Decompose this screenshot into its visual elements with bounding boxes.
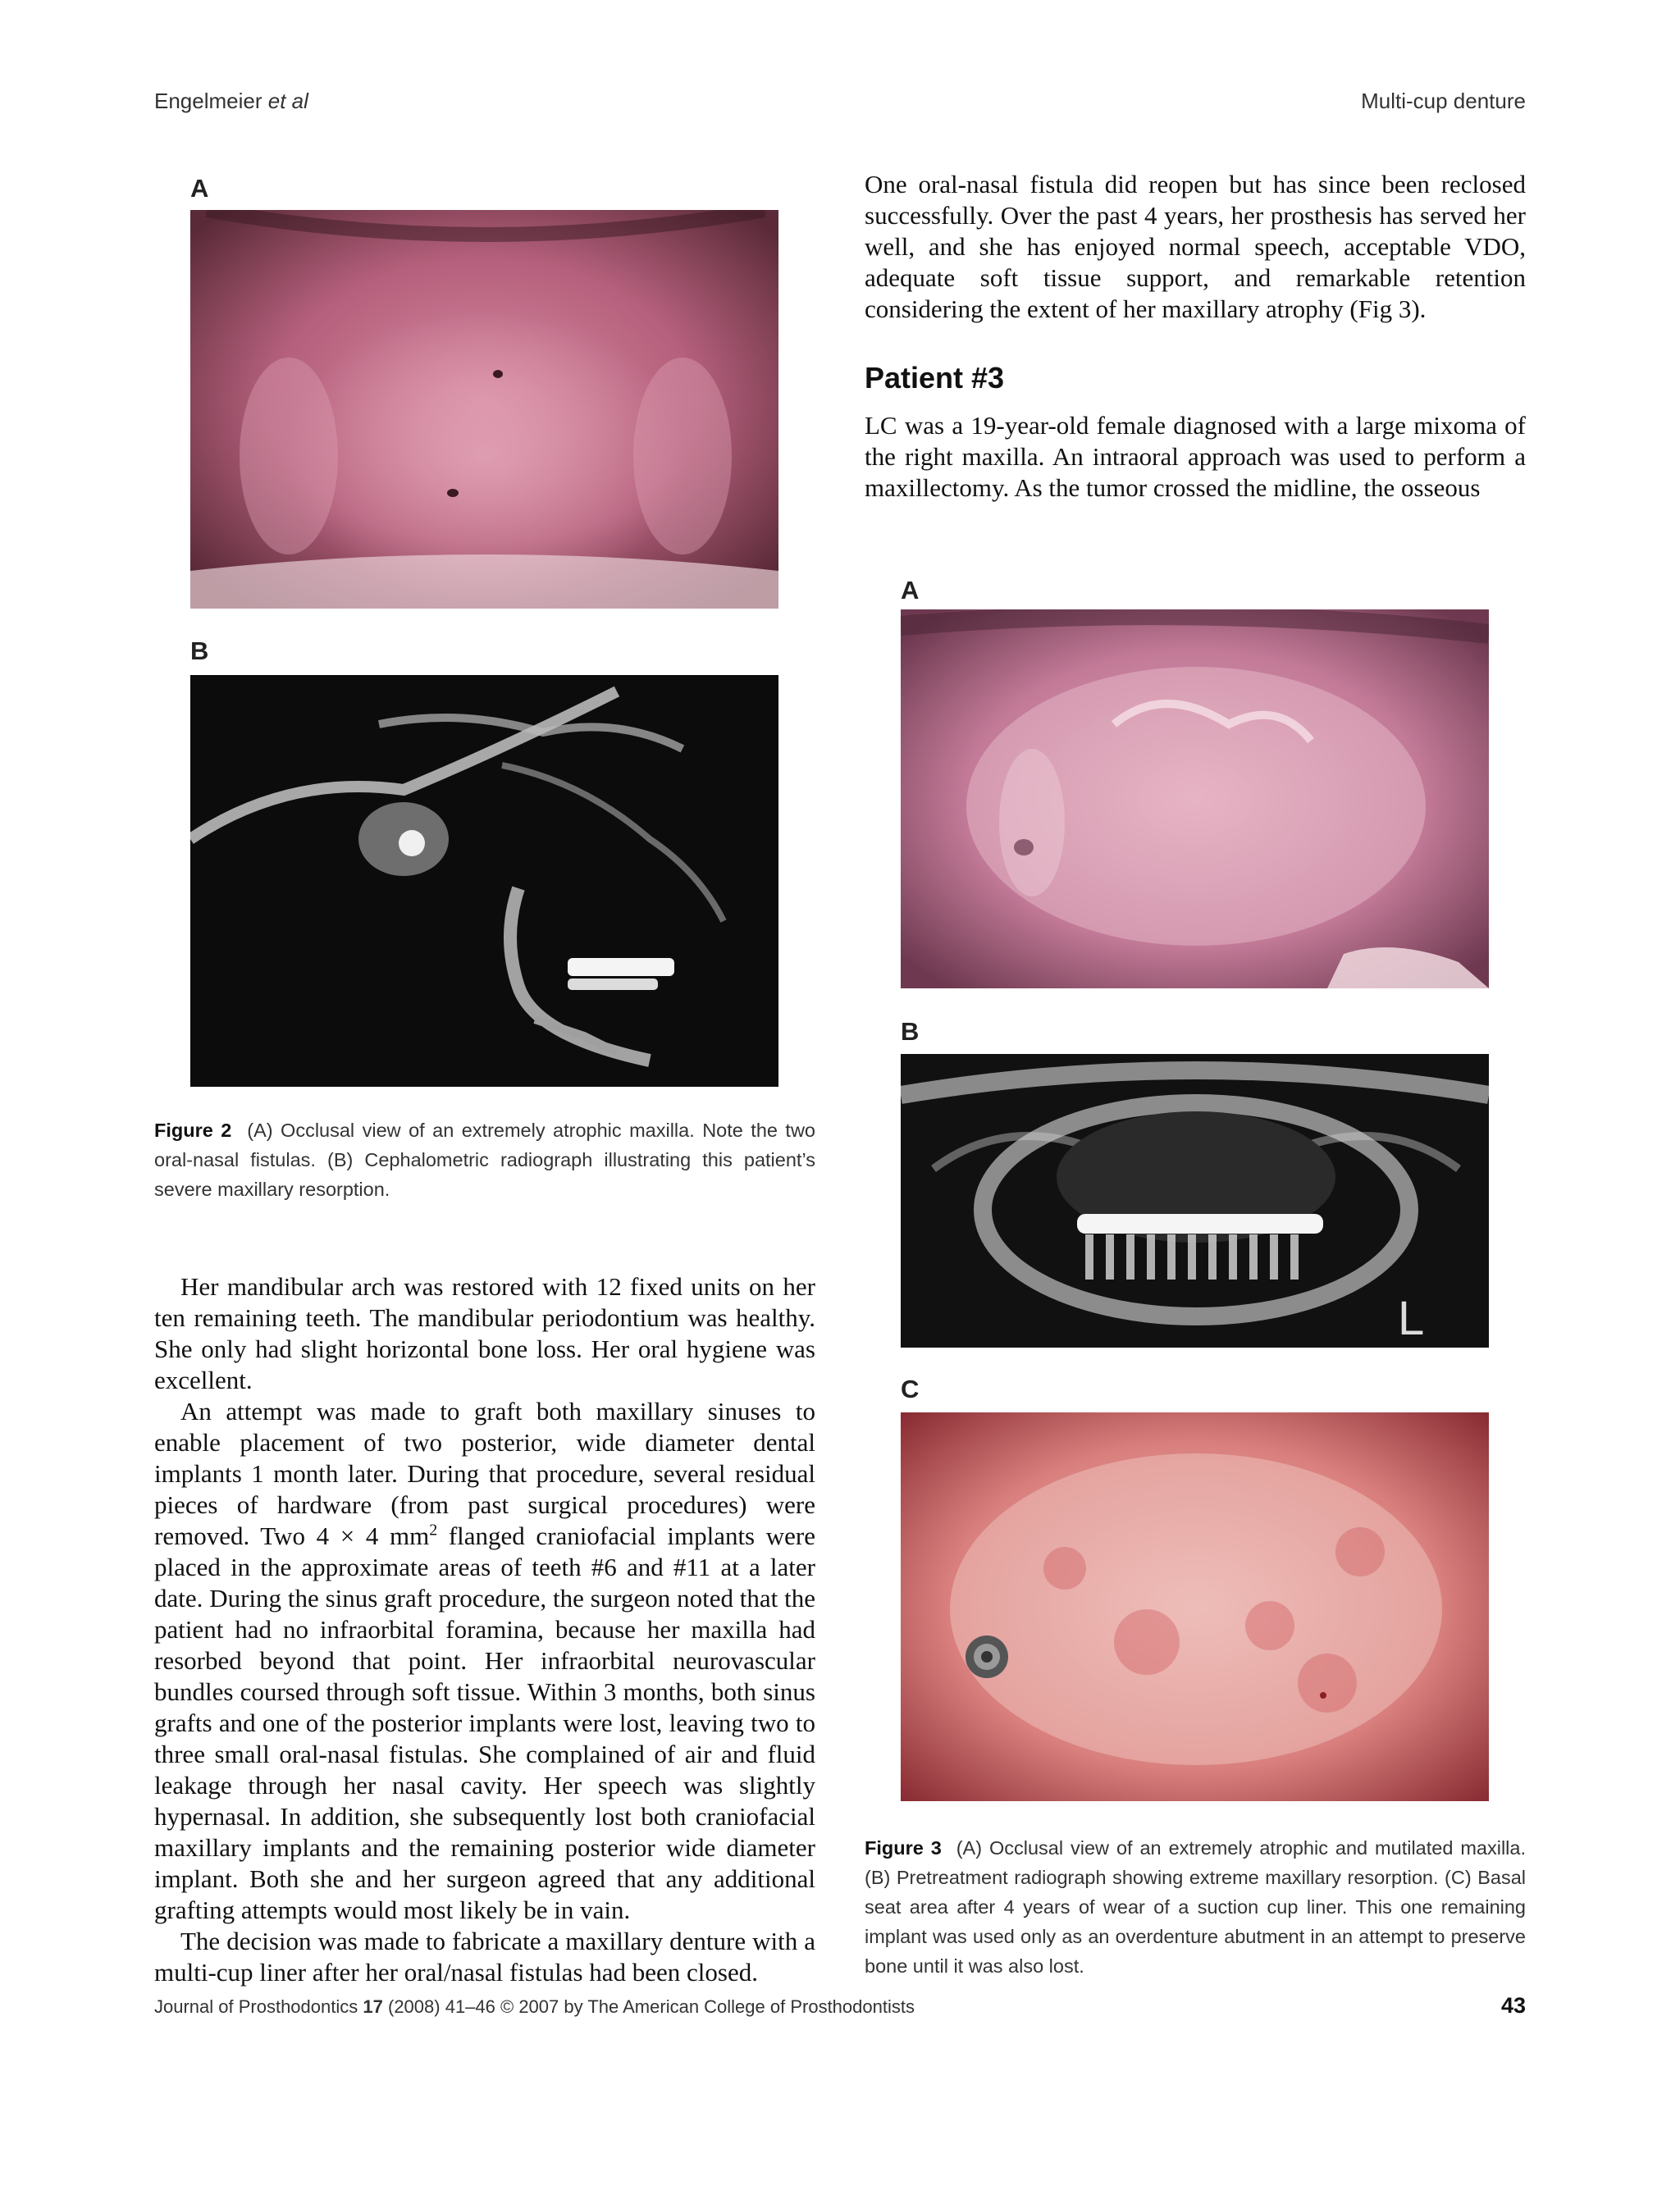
right-paragraph-1: One oral-nasal fistula did reopen but has since been reclosed successfully. Over the past 4 years, her prosthesis has served her well, and she has enjoyed normal speech, acceptable VDO, adequate soft tissue support, and remarkable retention considering the extent of her maxillary atrophy (Fig 3).	[865, 170, 1526, 323]
figure2-caption	[154, 1115, 815, 1204]
basal-seat-photo-illustration	[901, 1412, 1489, 1801]
footer-journal: Journal of Prosthodontics	[154, 1996, 358, 2017]
left-paragraph-2: An attempt was made to graft both maxillary sinuses to enable placement of two posterior, wide diameter dental implants 1 month later. During that procedure, several residual pieces of hardware (from past surgical procedures) were removed. Two 4 × 4 $mm^2$ flanged craniofacial implants were placed in the approximate areas of teeth #6 and #11 at a later date. During the sinus graft procedure, the surgeon noted that the patient had no infraorbital foramina, because her maxilla had resorbed beyond that point. Her infraorbital neurovascular bundles coursed through soft tissue. Within 3 months, both sinus grafts and one of the posterior implants were lost, leaving two to three small oral-nasal fistulas. She complained of air and fluid leakage through her nasal cavity. Her speech was slightly hypernasal. In addition, she subsequently lost both craniofacial maxillary implants and the remaining posterior wide diameter implant. Both she and her surgeon agreed that any additional grafting attempts would most likely be in vain.	[154, 1397, 815, 1924]
panoramic-radiograph-illustration	[901, 1054, 1489, 1348]
figure3-label-c: C	[901, 1375, 920, 1403]
figure3-caption	[865, 1833, 1526, 1981]
figure3-photo-c-basal-seat	[901, 1412, 1489, 1801]
section-heading-patient-3: Patient #3	[865, 361, 1005, 395]
figure3-photo-b-panoramic-radiograph	[901, 1054, 1489, 1348]
page-number: 43	[1500, 1993, 1526, 2018]
header-author: Engelmeier	[154, 89, 262, 113]
cephalometric-radiograph-illustration	[190, 675, 778, 1087]
page-footer	[154, 1996, 915, 2018]
running-header-right: Multi-cup denture	[1361, 89, 1526, 113]
left-paragraph-1: Her mandibular arch was restored with 12 fixed units on her ten remaining teeth. The mandibular periodontium was healthy. She only had slight horizontal bone loss. Her oral hygiene was excellent.	[154, 1272, 815, 1394]
figure3-label-a: A	[901, 576, 920, 604]
figure2-photo-a-occlusal	[190, 210, 778, 609]
figure3-photo-a-occlusal	[901, 609, 1489, 988]
left-column-body	[154, 1271, 815, 1988]
footer-volume: 17	[363, 1996, 383, 2017]
header-etal: et al	[267, 89, 308, 113]
occlusal-photo-illustration	[190, 210, 778, 609]
mutilated-maxilla-photo-illustration	[901, 609, 1489, 988]
figure2-label-a: A	[190, 174, 209, 203]
figure2-caption-label: Figure 2	[154, 1120, 232, 1141]
figure3-caption-text: (A) Occlusal view of an extremely atrophic and mutilated maxilla. (B) Pretreatment radiograph showing extreme maxillary resorption. (C) Basal seat area after 4 years of wear of a suction cup liner. This one remaining implant was used only as an overdenture abutment in an attempt to preserve bone until it was also lost.	[865, 1837, 1526, 1977]
left-paragraph-3: The decision was made to fabricate a maxillary denture with a multi-cup liner after her oral/nasal fistulas had been closed.	[154, 1927, 815, 1987]
right-paragraph-2: LC was a 19-year-old female diagnosed with a large mixoma of the right maxilla. An intraoral approach was used to perform a maxillectomy. As the tumor crossed the midline, the osseous	[865, 411, 1526, 502]
figure3-label-b: B	[901, 1017, 920, 1046]
right-column-body-patient-3	[865, 410, 1526, 504]
figure2-photo-b-cephalometric-radiograph	[190, 675, 778, 1087]
figure3-caption-label: Figure 3	[865, 1837, 942, 1859]
right-column-body-top	[865, 169, 1526, 325]
figure2-caption-text: (A) Occlusal view of an extremely atrophic maxilla. Note the two oral-nasal fistulas. (B) Cephalometric radiograph illustrating this patient’s severe maxillary resorption.	[154, 1120, 815, 1200]
running-header-left	[154, 89, 308, 114]
figure2-label-b: B	[190, 636, 209, 665]
radiograph-side-marker: L	[1398, 1292, 1425, 1345]
footer-citation: (2008) 41–46 © 2007 by The American College of Prosthodontists	[388, 1996, 915, 2017]
